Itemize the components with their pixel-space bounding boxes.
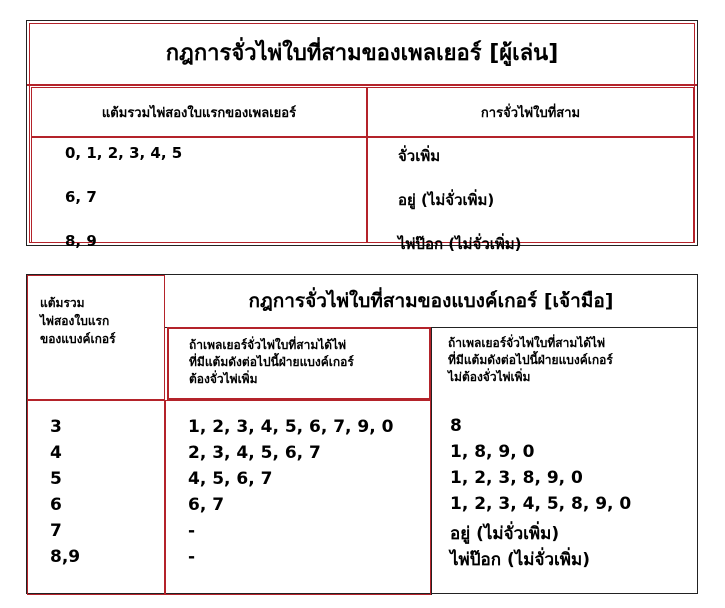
banker-draw-column (165, 400, 431, 595)
banker-draw-header-line: ที่มีแต้มดังต่อไปนี้ฝ่ายแบงค์เกอร์ (189, 355, 354, 369)
banker-draw-cell: 2, 3, 4, 5, 6, 7 (188, 443, 321, 463)
banker-points-header-line: แต้มรวม (40, 296, 85, 310)
player-rules-table (26, 20, 698, 253)
banker-points-cell: 8,9 (50, 547, 81, 567)
banker-stand-cell: 1, 2, 3, 8, 9, 0 (450, 468, 583, 488)
player-action-cell: ไพ่ป๊อก (ไม่จั่วเพิ่ม) (398, 235, 522, 253)
banker-stand-column (431, 400, 699, 595)
banker-points-header (27, 275, 165, 400)
player-action-column (367, 137, 694, 253)
banker-draw-header (167, 327, 431, 400)
player-action-cell: จั่วเพิ่ม (398, 147, 441, 165)
banker-stand-header-line: ถ้าเพลเยอร์จั่วไพ่ใบที่สามได้ไพ่ (448, 336, 606, 350)
banker-stand-header-line: ที่มีแต้มดังต่อไปนี้ฝ่ายแบงค์เกอร์ (448, 353, 613, 367)
banker-draw-header-line: ถ้าเพลเยอร์จั่วไพ่ใบที่สามได้ไพ่ (189, 338, 347, 352)
banker-draw-cell: 4, 5, 6, 7 (188, 469, 273, 489)
banker-points-cell: 6 (50, 495, 62, 515)
banker-points-header-line: ไพ่สองใบแรก (40, 314, 110, 328)
banker-points-header-line: ของแบงค์เกอร์ (40, 332, 116, 346)
banker-draw-cell: - (188, 521, 196, 541)
banker-stand-cell: 1, 2, 3, 4, 5, 8, 9, 0 (450, 494, 632, 514)
player-points-cell: 8, 9 (65, 232, 97, 250)
banker-stand-cell: 8 (450, 416, 462, 436)
banker-draw-cell: 1, 2, 3, 4, 5, 6, 7, 9, 0 (188, 417, 394, 437)
banker-draw-header-line: ต้องจั่วไพ่เพิ่ม (189, 372, 258, 386)
banker-points-cell: 5 (50, 469, 62, 489)
banker-points-cell: 4 (50, 443, 62, 463)
player-points-cell: 6, 7 (65, 188, 97, 206)
banker-stand-cell: ไพ่ป๊อก (ไม่จั่วเพิ่ม) (450, 550, 590, 570)
banker-stand-header-line: ไม่ต้องจั่วไพ่เพิ่ม (448, 370, 531, 384)
banker-stand-header (431, 327, 699, 400)
banker-points-cell: 3 (50, 417, 62, 437)
player-action-cell: อยู่ (ไม่จั่วเพิ่ม) (398, 191, 495, 209)
banker-points-cell: 7 (50, 521, 62, 541)
player-points-cell: 0, 1, 2, 3, 4, 5 (65, 144, 183, 162)
banker-rules-table (26, 274, 698, 594)
banker-draw-cell: 6, 7 (188, 495, 225, 515)
banker-draw-cell: - (188, 547, 196, 567)
player-points-column (31, 137, 367, 250)
player-table-title: กฎการจั่วไพ่ใบที่สามของเพลเยอร์ [ผู้เล่น] (27, 21, 697, 86)
player-header-action: การจั่วไพ่ใบที่สาม (367, 87, 694, 137)
banker-table-title: กฎการจั่วไพ่ใบที่สามของแบงค์เกอร์ [เจ้ามือ] (165, 275, 697, 328)
banker-stand-cell: อยู่ (ไม่จั่วเพิ่ม) (450, 524, 560, 544)
player-header-points: แต้มรวมไพ่สองใบแรกของเพลเยอร์ (31, 87, 367, 137)
banker-points-column (27, 400, 165, 595)
banker-stand-cell: 1, 8, 9, 0 (450, 442, 535, 462)
